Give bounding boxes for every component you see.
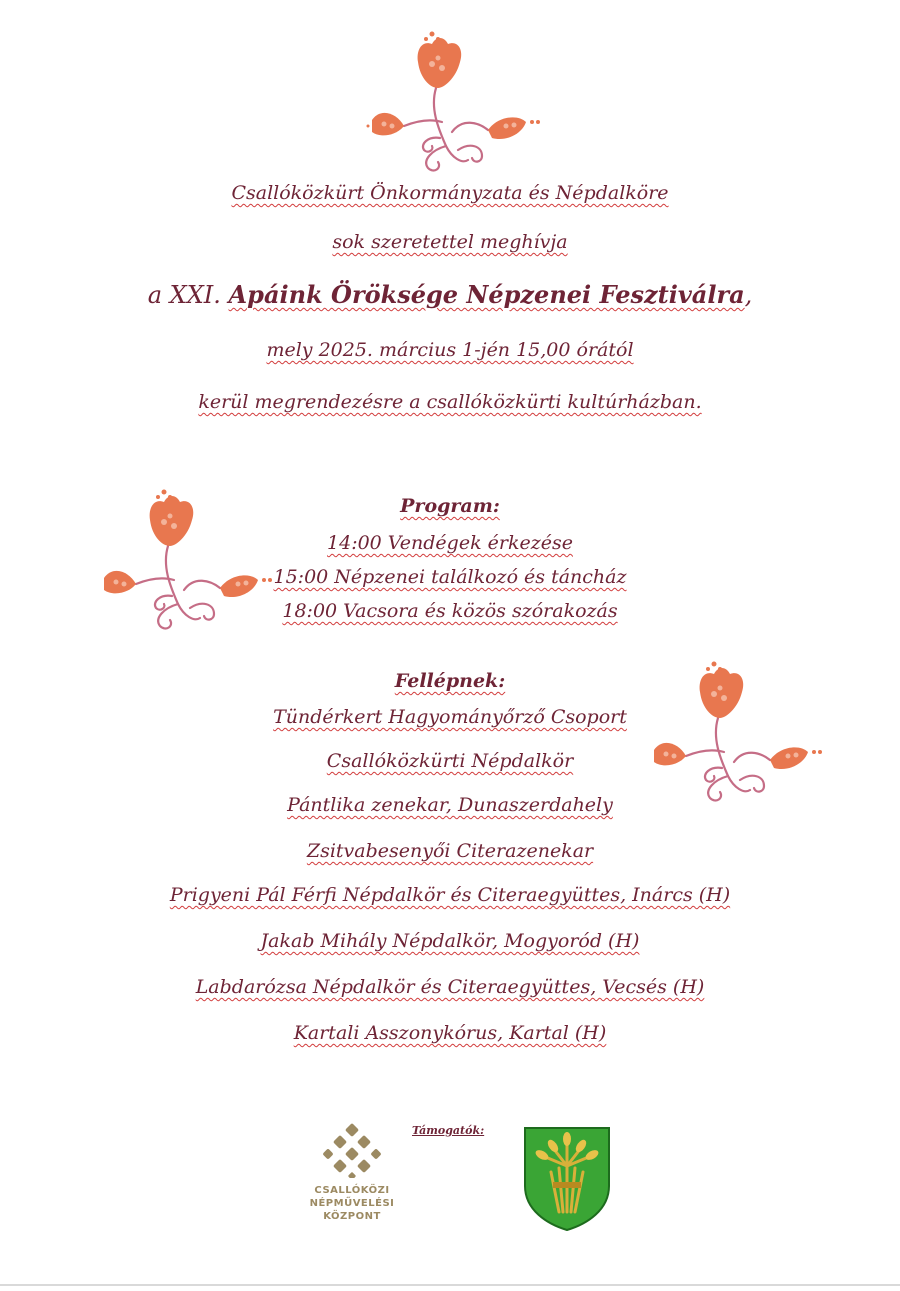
festival-title-main: Apáink Öröksége Népzenei Fesztiválra bbox=[228, 280, 745, 309]
invitation-line-venue: kerül megrendezésre a csallóközkürti kultúrházban. bbox=[198, 391, 702, 413]
program-item: 18:00 Vacsora és közös szórakozás bbox=[282, 600, 618, 622]
festival-title bbox=[0, 279, 900, 311]
performer-item: Labdarózsa Népdalkör és Citeraegyüttes, Vecsés (H) bbox=[195, 976, 705, 998]
sponsors-label: Támogatók: bbox=[412, 1124, 485, 1137]
program-item: 15:00 Népzenei találkozó és táncház bbox=[273, 566, 627, 588]
performer-item: Tündérkert Hagyományőrző Csoport bbox=[273, 706, 627, 728]
logo-caption-line: KÖZPONT bbox=[323, 1211, 381, 1222]
page-bottom-rule bbox=[0, 1284, 900, 1286]
invitation-line-hosts: Csallóközkürt Önkormányzata és Népdalköre bbox=[231, 182, 669, 204]
municipal-coat-of-arms-icon bbox=[523, 1126, 611, 1232]
performer-item: Jakab Mihály Népdalkör, Mogyoród (H) bbox=[260, 930, 640, 952]
festival-title-comma: , bbox=[744, 281, 753, 309]
program-heading: Program: bbox=[400, 495, 500, 517]
performers-heading: Fellépnek: bbox=[394, 670, 506, 692]
logo-caption-line: NÉPMŰVELÉSI bbox=[309, 1198, 395, 1209]
csallokozi-nepmuvelesi-kozpont-logo-icon bbox=[322, 1118, 382, 1178]
performer-item: Kartali Asszonykórus, Kartal (H) bbox=[293, 1022, 607, 1044]
logo-caption-line: CSALLÓKÖZI bbox=[314, 1185, 390, 1196]
invitation-line-invites: sok szeretettel meghívja bbox=[332, 231, 568, 253]
invitation-line-date: mely 2025. március 1-jén 15,00 órától bbox=[266, 339, 634, 361]
performer-item: Pántlika zenekar, Dunaszerdahely bbox=[287, 794, 613, 816]
program-item: 14:00 Vendégek érkezése bbox=[327, 532, 573, 554]
festival-title-prefix: a XXI. bbox=[147, 281, 221, 309]
folk-tulip-ornament-icon bbox=[366, 28, 546, 176]
performer-item: Zsitvabesenyői Citerazenekar bbox=[306, 840, 594, 862]
logo-caption bbox=[296, 1184, 408, 1223]
performer-item: Prigyeni Pál Férfi Népdalkör és Citeraegyüttes, Inárcs (H) bbox=[169, 884, 731, 906]
performer-item: Csallóközkürti Népdalkör bbox=[326, 750, 574, 772]
